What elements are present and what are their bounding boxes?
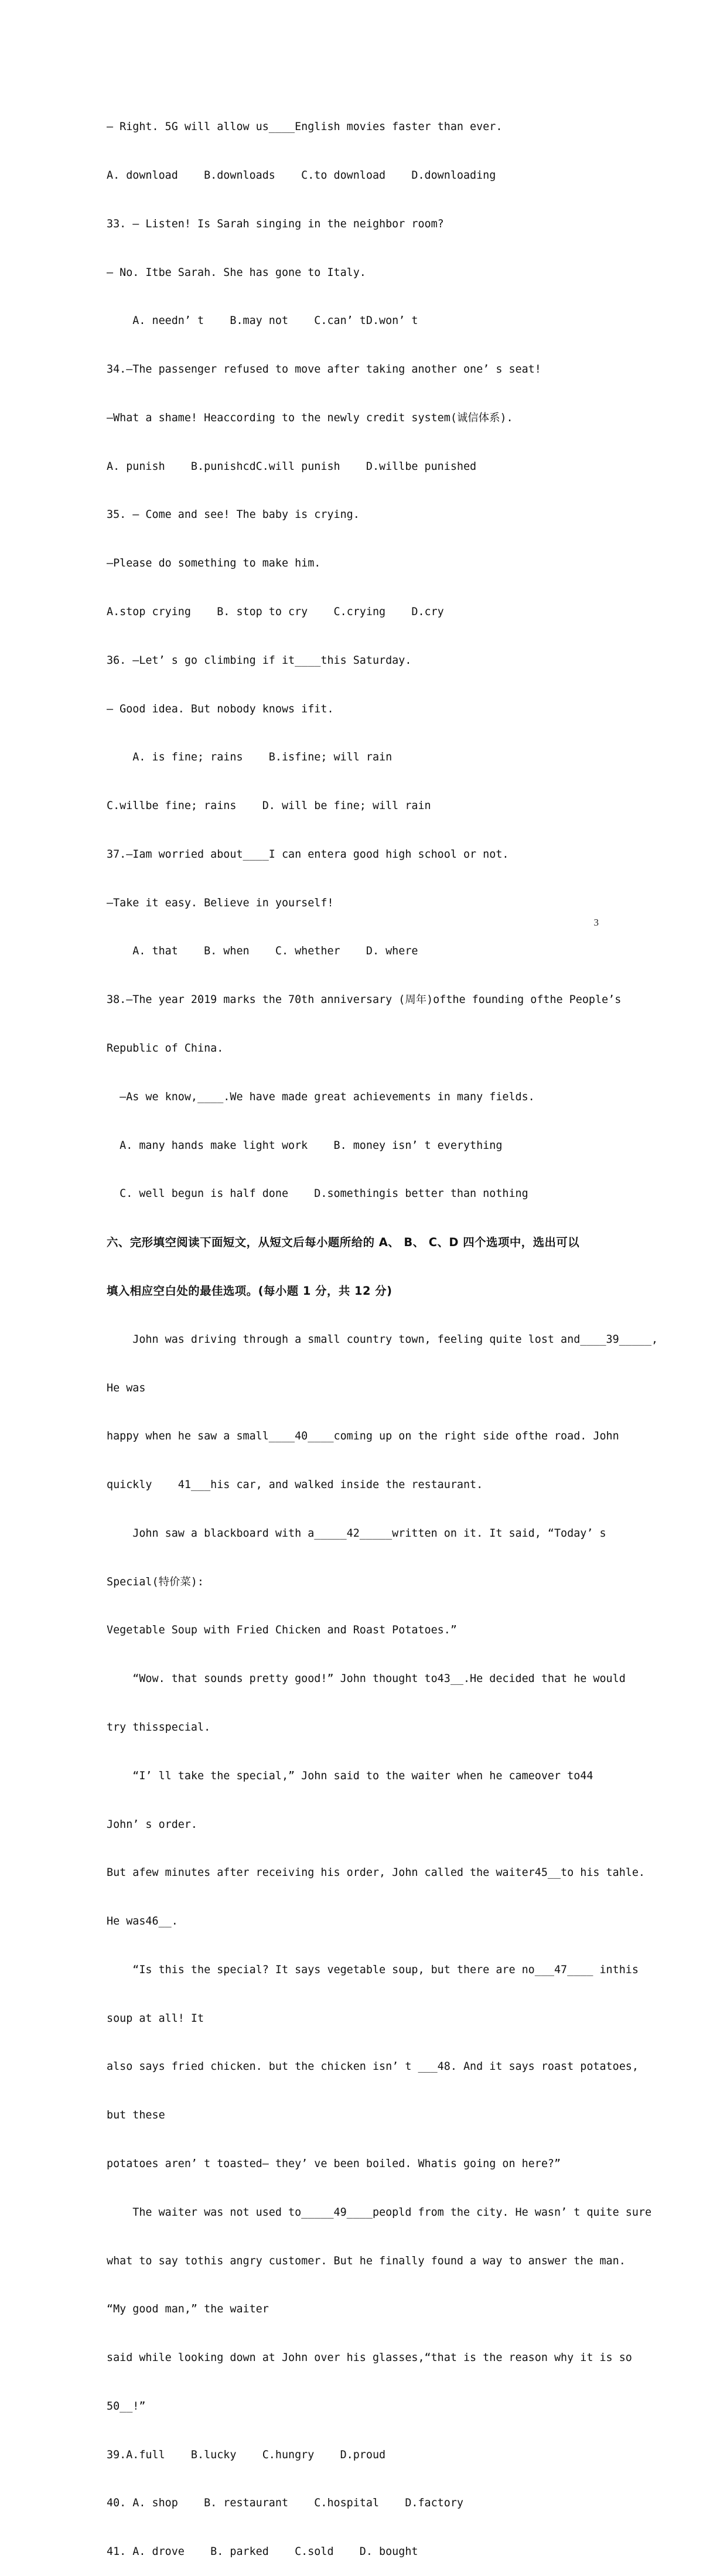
text-line: C.willbe fine; rains D. will be fine; will rain [107, 800, 431, 813]
text-line: — No. Itbe Sarah. She has gone to Italy. [107, 266, 366, 279]
text-line: try thisspecial. [107, 1721, 211, 1734]
text-line: 50__!” [107, 2400, 146, 2413]
page-number: 3 [593, 917, 599, 928]
text-line: potatoes aren’ t toasted— they’ ve been boiled. Whatis going on here?” [107, 2158, 561, 2170]
text-line: A. many hands make light work B. money isn’ t everything [107, 1139, 503, 1152]
text-line: 37.—Iam worried about____I can entera good high school or not. [107, 848, 509, 861]
text-line: —Take it easy. Believe in yourself! [107, 896, 334, 909]
text-line: 41. A. drove B. parked C.sold D. bought [107, 2546, 418, 2558]
text-line: A. punish B.punishcdC.will punish D.willbe punished [107, 460, 477, 473]
text-line: —As we know,____.We have made great achievements in many fields. [107, 1090, 535, 1103]
text-line: John saw a blackboard with a_____42_____written on it. It said, “Today’ s [107, 1527, 606, 1540]
text-line: He was [107, 1381, 146, 1394]
text-line: But afew minutes after receiving his order, John called the waiter45__to his tahle. [107, 1867, 645, 1879]
text-line: Vegetable Soup with Fried Chicken and Roast Potatoes.” [107, 1624, 457, 1637]
text-line: “Wow. that sounds pretty good!” John thought to43__.He decided that he would [107, 1673, 626, 1686]
text-line: C. well begun is half done D.somethingis better than nothing [107, 1188, 528, 1200]
text-line: soup at all! It [107, 2012, 204, 2025]
text-line: also says fried chicken. but the chicken isn’ t ___48. And it says roast potatoes, [107, 2060, 639, 2073]
section-heading: 填入相应空白处的最佳选项。(每小题 1 分，共 12 分) [107, 1284, 393, 1298]
text-line: 39.A.full B.lucky C.hungry D.proud [107, 2448, 386, 2461]
text-line: — Right. 5G will allow us____English movies faster than ever. [107, 121, 503, 134]
text-line: 33. — Listen! Is Sarah singing in the neighbor room? [107, 217, 444, 230]
text-line: A. is fine; rains B.isfine; will rain [107, 751, 393, 764]
text-line: “Is this the special? It says vegetable soup, but there are no___47____ inthis [107, 1963, 639, 1976]
text-line: —Please do something to make him. [107, 557, 321, 570]
text-line: — Good idea. But nobody knows ifit. [107, 702, 334, 715]
text-line: 35. — Come and see! The baby is crying. [107, 509, 360, 521]
document-body [107, 87, 658, 2576]
text-line: 34.—The passenger refused to move after taking another one’ s seat! [107, 363, 541, 376]
text-line: The waiter was not used to_____49____peopld from the city. He wasn’ t quite sure [107, 2206, 652, 2219]
text-line: A. needn’ t B.may not C.can’ tD.won’ t [107, 315, 418, 327]
text-line: “I’ ll take the special,” John said to the waiter when he cameover to44 [107, 1769, 593, 1782]
text-line: Special(特价菜): [107, 1575, 204, 1588]
text-line: John’ s order. [107, 1818, 198, 1831]
text-line: 40. A. shop B. restaurant C.hospital D.factory [107, 2497, 463, 2510]
text-line: “My good man,” the waiter [107, 2303, 269, 2316]
text-line: A.stop crying B. stop to cry C.crying D.cry [107, 606, 444, 618]
text-line: A. that B. when C. whether D. where [107, 945, 418, 958]
text-line: said while looking down at John over his glasses,“that is the reason why it is so [107, 2352, 632, 2365]
text-line: 38.—The year 2019 marks the 70th anniversary (周年)ofthe founding ofthe People’s [107, 994, 622, 1006]
text-line: quickly 41___his car, and walked inside the restaurant. [107, 1479, 483, 1492]
text-line: happy when he saw a small____40____coming up on the right side ofthe road. John [107, 1430, 619, 1443]
text-line: He was46__. [107, 1915, 178, 1928]
text-line: but these [107, 2109, 165, 2122]
text-line: what to say tothis angry customer. But he finally found a way to answer the man. [107, 2254, 626, 2267]
text-line: John was driving through a small country town, feeling quite lost and____39_____, [107, 1333, 658, 1346]
text-line: A. download B.downloads C.to download D.downloading [107, 169, 496, 182]
text-line: —What a shame! Heaccording to the newly credit system(诚信体系). [107, 411, 513, 424]
text-line: Republic of China. [107, 1042, 224, 1055]
text-line: 36. —Let’ s go climbing if it____this Saturday. [107, 654, 412, 667]
section-heading: 六、完形填空阅读下面短文，从短文后每小题所给的 A、 B、 C、D 四个选项中，选出可以 [107, 1236, 580, 1250]
